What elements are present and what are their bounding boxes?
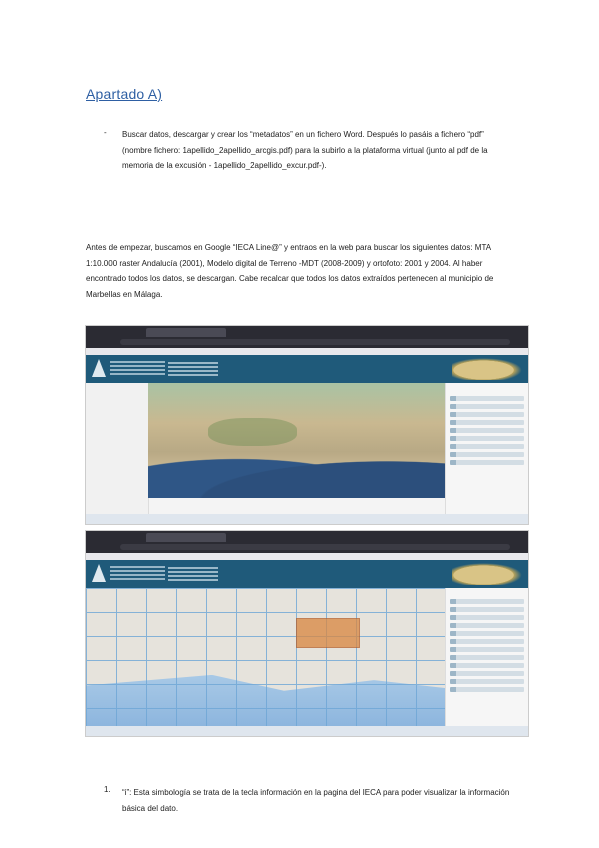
logo-text (110, 361, 165, 377)
section-heading: Apartado A) (86, 86, 163, 102)
browser-address-bar (120, 339, 510, 345)
junta-logo-icon (92, 564, 106, 582)
map-sea (148, 450, 446, 498)
list-item-text: “i”: Esta simbología se trata de la tecla información en la pagina del IECA para poder visualizar la información básica del dato. (122, 788, 510, 813)
bullet-marker: - (104, 128, 107, 137)
data-list-panel (445, 383, 528, 514)
map-forest-area (208, 418, 297, 447)
bullet-text: Buscar datos, descargar y crear los “metadatos” en un fichero Word. Después lo pasáis a fichero “pdf” (nombre fichero: 1apellido_2apellido_arcgis.pdf) para la subirlo a la plataforma virtual (junto al pdf de la memoria de la excusión - 1apellido_2apellido_excur.pdf-). (122, 130, 488, 170)
map-sheet-grid (86, 588, 446, 728)
browser-tab (146, 533, 226, 542)
results-panel (445, 588, 528, 726)
andalucia-map (148, 383, 446, 498)
left-panel (86, 383, 149, 514)
bookmarks-bar (86, 553, 528, 560)
site-header (86, 560, 528, 588)
browser-tab (146, 328, 226, 337)
browser-toolbar (86, 326, 528, 348)
header-map-thumbnail (452, 563, 522, 585)
bookmarks-bar (86, 348, 528, 355)
screenshot-marbella-grid (86, 531, 528, 736)
intro-paragraph: Antes de empezar, buscamos en Google “IECA Line@” y entraos en la web para buscar los siguientes datos: MTA 1:10.000 raster Andalucía (2001), Modelo digital de Terreno -MDT (2008-2009) y ortofoto: 2001 y 2004. Al haber encontrado todos los datos, se descargan. Cabe recalcar que todos los datos extraídos pertenecen al municipio de Marbellas en Málaga. (86, 243, 494, 299)
browser-toolbar (86, 531, 528, 553)
logo-text (110, 566, 165, 582)
taskbar (86, 726, 528, 736)
selected-sheets (296, 618, 360, 648)
taskbar (86, 514, 528, 524)
screenshot-andalucia-map (86, 326, 528, 524)
marbella-grid-map (86, 588, 446, 728)
junta-logo-icon (92, 359, 106, 377)
list-number: 1. (104, 785, 111, 794)
site-title (168, 362, 218, 376)
header-map-thumbnail (452, 358, 522, 380)
site-header (86, 355, 528, 383)
browser-address-bar (120, 544, 510, 550)
site-title (168, 567, 218, 581)
